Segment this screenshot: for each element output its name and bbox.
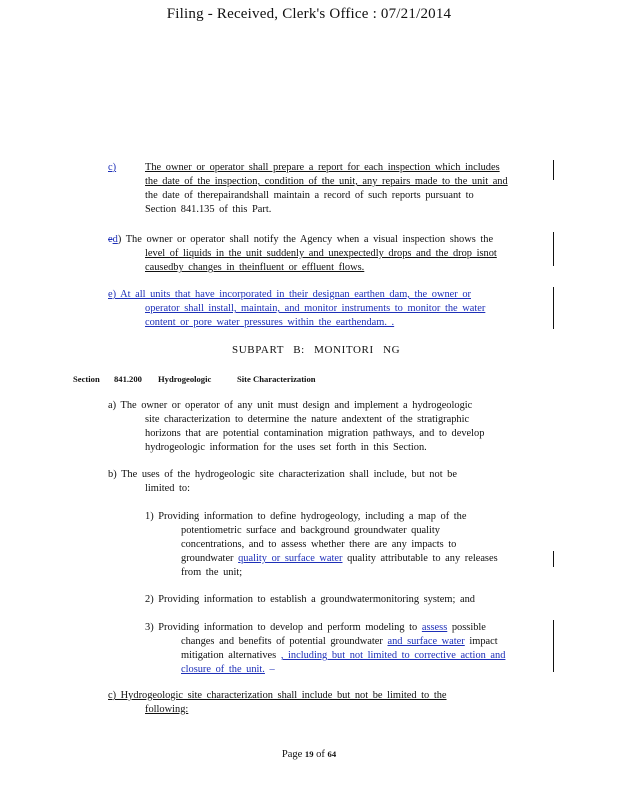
item-1-line-3: concentrations, and to assess whether there are any impacts to — [181, 539, 457, 550]
footer-page-word: Page — [281, 749, 303, 760]
item-1-line-1: 1) Providing information to define hydrogeology, including a map of the — [145, 511, 467, 522]
item-3-line-2 — [181, 636, 498, 648]
item-1-inserted-text: quality or surface water — [238, 553, 343, 564]
para-c-line-1: The owner or operator shall prepare a report for each inspection which includes — [145, 162, 500, 173]
item-1-line-4 — [181, 553, 498, 565]
para-d-text: ) The owner or operator shall notify the Agency when a visual inspection shows the — [117, 234, 494, 245]
para-c2-line-1: c) Hydrogeologic site characterization shall include but not be limited to the — [108, 690, 447, 701]
para-d-line-3: causedby changes in theinfluent or effluent flows. — [145, 262, 365, 273]
revision-bar — [553, 160, 554, 180]
para-b-line-2: limited to: — [145, 483, 191, 494]
revision-bar — [553, 232, 554, 266]
item-3-inserted-closure: closure of the unit. — [181, 664, 265, 675]
item-3-line-4-post: – — [264, 664, 275, 675]
item-2-line: 2) Providing information to establish a groundwatermonitoring system; and — [145, 594, 475, 605]
revision-bar — [553, 551, 554, 567]
subpart-heading: SUBPART B: MONITORI NG — [232, 344, 401, 356]
footer-of-word: of — [316, 749, 325, 760]
para-c-line-2: the date of the inspection, condition of the unit, any repairs made to the unit and — [145, 176, 508, 187]
footer-page-number: 19 — [304, 749, 314, 759]
section-title-1: Hydrogeologic — [158, 374, 212, 384]
item-3-line-3 — [181, 650, 505, 662]
para-d-line-1 — [108, 234, 493, 246]
footer-page-total: 64 — [327, 749, 337, 759]
para-a-line-4: hydrogeologic information for the uses set forth in this Section. — [145, 442, 427, 453]
para-e-line-1: e) At all units that have incorporated in their designan earthen dam, the owner or — [108, 289, 471, 300]
item-1-line-4-post: quality attributable to any releases — [342, 553, 498, 564]
item-3-line-1-post: possible — [447, 622, 486, 633]
para-b-line-1: b) The uses of the hydrogeologic site characterization shall include, but not be — [108, 469, 457, 480]
item-3-line-1 — [145, 622, 486, 634]
revision-bar — [553, 620, 554, 672]
para-e-line-3: content or pore water pressures within the earthendam. . — [145, 317, 395, 328]
item-3-inserted-corrective: , including but not limited to corrective action and — [280, 650, 506, 661]
section-word: Section — [73, 374, 100, 384]
revision-bar — [553, 287, 554, 329]
para-a-line-1: a) The owner or operator of any unit must design and implement a hydrogeologic — [108, 400, 473, 411]
item-3-line-2-post: impact — [464, 636, 498, 647]
para-d-line-2: level of liquids in the unit suddenly and unexpectedly drops and the drop isnot — [145, 248, 497, 259]
para-c-line-3: the date of therepairandshall maintain a record of such reports pursuant to — [145, 190, 474, 201]
para-e-line-2: operator shall install, maintain, and monitor instruments to monitor the water — [145, 303, 486, 314]
para-d-label: d — [112, 234, 118, 245]
item-1-line-5: from the unit; — [181, 567, 243, 578]
para-a-line-3: horizons that are potential contamination migration pathways, and to develop — [145, 428, 485, 439]
item-3-line-1-pre: 3) Providing information to develop and perform modeling to — [145, 622, 422, 633]
para-a-line-2: site characterization to determine the nature andextent of the stratigraphic — [145, 414, 470, 425]
item-3-inserted-assess: assess — [421, 622, 448, 633]
item-3-line-4 — [181, 664, 275, 676]
page-footer — [0, 749, 618, 760]
item-3-line-3-pre: mitigation alternatives — [181, 650, 281, 661]
section-number: 841.200 — [114, 374, 142, 384]
para-d-struck-label: e — [108, 234, 113, 245]
para-c-label: c) — [108, 162, 117, 173]
item-1-line-4-pre: groundwater — [181, 553, 239, 564]
item-3-inserted-surface-water: and surface water — [387, 636, 465, 647]
para-c-line-4: Section 841.135 of this Part. — [145, 204, 272, 215]
item-1-line-2: potentiometric surface and background groundwater quality — [181, 525, 440, 536]
para-c2-line-2: following: — [145, 704, 189, 715]
filing-header: Filing - Received, Clerk's Office : 07/21/2014 — [166, 6, 452, 22]
section-title-2: Site Characterization — [237, 374, 316, 384]
item-3-line-2-pre: changes and benefits of potential groundwater — [181, 636, 388, 647]
